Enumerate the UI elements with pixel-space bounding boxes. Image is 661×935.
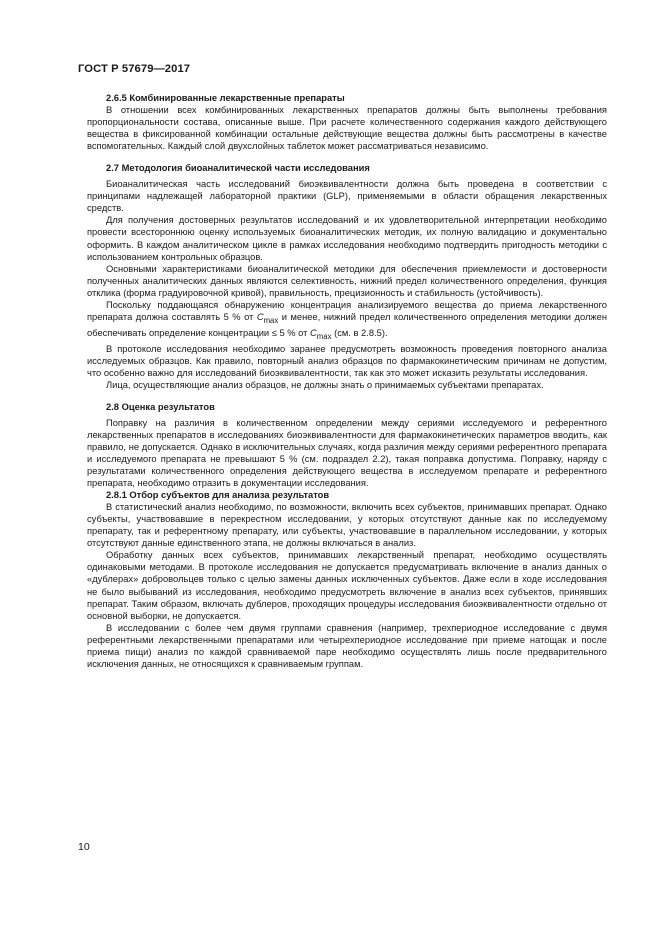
paragraph: В отношении всех комбинированных лекарственных препаратов должны быть выполнены требования пропорциональности состава, описанные выше. При расчете количественного содержания каждого действующего вещества в фиксированной комбинации остальные действующие вещества должны быть рассмотрены в качестве вспомогательных. Каждый слой двухслойных таблеток может рассматриваться независимо. [87, 105, 607, 152]
paragraph: В исследовании с более чем двумя группами сравнения (например, трехпериодное исследование с двумя референтными лекарственными препаратами или четырехпериодное исследование при приеме натощак и после приема пищи) анализ по каждой сравниваемой паре необходимо осуществлять лишь после предварительного исключения данных, не относящихся к сравниваемым группам. [87, 622, 607, 669]
text-run: Поскольку поддающаяся обнаружению концентрация анализируемого вещества до приема лекарственного препарата должна составлять 5 % от [87, 299, 607, 322]
heading-2-7: 2.7 Методология биоаналитической части исследования [106, 163, 370, 174]
paragraph: Обработку данных всех субъектов, принимавших лекарственный препарат, необходимо осуществлять одинаковыми методами. В протоколе исследования не допускается предусматривать включение в анализ данных о «дублерах» добровольцев только с целью замены данных исключенных субъектов. Даже если в ходе исследования не было выбываний из исследования, необходимо предусмотреть включение в анализ всех субъектов, принявших препарат. Таким образом, включать дублеров, проходящих процедуры исследования биоэквивалентности отдельно от основной выборки, не допускается. [87, 550, 607, 621]
paragraph: Основными характеристиками биоаналитической методики для обеспечения приемлемости и достоверности полученных аналитических данных являются селективность, нижний предел количественного определения, функция отклика (форма градуировочной кривой), правильность, прецизионность и стабильность (устойчивость). [87, 263, 607, 298]
heading-2-8: 2.8 Оценка результатов [106, 401, 215, 412]
paragraph: Для получения достоверных результатов исследований и их удовлетворительной интерпретации необходимо провести всестороннюю оценку используемых биоаналитических методик, их полную валидацию и документально оформить. В каждом аналитическом цикле в рамках исследования необходимо подтвердить пригодность методики с использованием контрольных образцов. [87, 215, 607, 262]
paragraph: В статистический анализ необходимо, по возможности, включить всех субъектов, принимавших препарат. Однако субъекты, участвовавшие в перекрестном исследовании, у которых отсутствуют данные как по исследуемому препарату, так и референтному препарату, или субъекты, участвовавшие в параллельном исследовании, у которых отсутствуют данные единственного этапа, не должны включаться в анализ. [87, 502, 607, 549]
text-run: (см. в 2.8.5). [331, 327, 388, 338]
document-header: ГОСТ Р 57679—2017 [78, 63, 191, 75]
heading-2-6-5: 2.6.5 Комбинированные лекарственные препараты [106, 93, 345, 103]
heading-2-8-1: 2.8.1 Отбор субъектов для анализа результатов [106, 490, 330, 501]
cmax-symbol: C [256, 311, 264, 322]
page-content [87, 92, 607, 670]
cmax-subscript: max [263, 315, 279, 325]
cmax-symbol: C [310, 327, 317, 338]
paragraph: В протоколе исследования необходимо заранее предусмотреть возможность проведения повторного анализа исследуемых образцов. Как правило, повторный анализ образцов по фармакокинетическим причинам не допустим, что особенно важно для исследований биоэквивалентности, так как это может исказить результаты исследования. [87, 343, 607, 378]
paragraph: Биоаналитическая часть исследований биоэквивалентности должна быть проведена в соответствии с принципами надлежащей лабораторной практики (GLP), применяемыми в области обращения лекарственных средств. [87, 179, 607, 214]
page-number: 10 [78, 841, 90, 853]
paragraph-cmax [87, 299, 607, 343]
paragraph: Лица, осуществляющие анализ образцов, не должны знать о принимаемых субъектами препаратах. [106, 379, 544, 390]
paragraph: Поправку на различия в количественном определении между сериями исследуемого и референтного лекарственных препаратов в исследованиях биоэквивалентности для фармакокинетических параметров вводить, как правило, не допускается. Однако в исключительных случаях, когда различия между сериями референтного препарата и исследуемого препарата не превышают 5 % (см. подраздел 2.2), такая поправка допустима. Поправку, наряду с результатами количественного определения действующего вещества в исследуемом препарате и референтного препарата, необходимо отразить в документации исследования. [87, 417, 607, 489]
cmax-subscript: max [316, 331, 332, 341]
text-run: и менее, нижний предел количественного определения методики должен обеспечивать определение концентрации ≤ 5 % от [87, 311, 607, 338]
